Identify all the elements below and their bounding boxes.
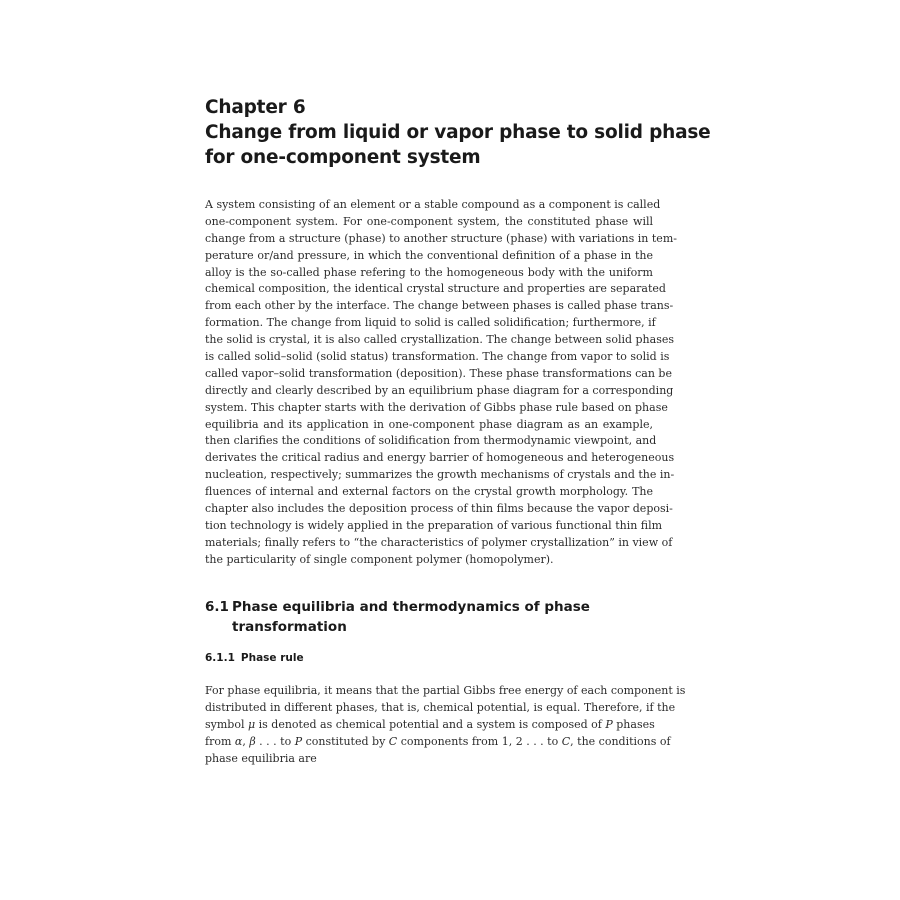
intro-line: formation. The change from liquid to solid is called solidification; furthermore, if: [205, 316, 656, 330]
intro-line: then clarifies the conditions of solidification from thermodynamic viewpoint, and: [205, 434, 657, 448]
chapter-title-line-2: for one-component system: [205, 147, 481, 168]
section-title-line-1: Phase equilibria and thermodynamics of phase: [232, 599, 590, 615]
intro-line: one-component system. For one-component system, the constituted phase will: [205, 214, 653, 228]
phase-rule-line: distributed in different phases, that is, chemical potential, is equal. Therefore, if the: [205, 700, 676, 714]
intro-line: fluences of internal and external factors on the crystal growth morphology. The: [205, 485, 653, 499]
intro-line: change from a structure (phase) to another structure (phase) with variations in tem-: [205, 231, 677, 245]
phase-rule-line: [205, 717, 653, 734]
book-page: [205, 0, 711, 900]
phase-rule-line: For phase equilibria, it means that the partial Gibbs free energy of each component is: [205, 684, 686, 697]
subsection-title: Phase rule: [240, 652, 304, 664]
intro-line: chapter also includes the deposition process of thin films because the vapor deposi-: [205, 502, 673, 516]
symbol-P: P: [294, 734, 303, 748]
chapter-heading: [205, 95, 711, 170]
intro-paragraph: [205, 197, 677, 569]
intro-line: system. This chapter starts with the derivation of Gibbs phase rule based on phase: [205, 400, 668, 414]
text-fragment: constituted by: [302, 734, 389, 748]
symbol-alpha: α: [234, 734, 243, 748]
intro-line: materials; finally refers to “the characteristics of polymer crystallization” in view of: [205, 535, 673, 549]
intro-line: the particularity of single component polymer (homopolymer).: [205, 552, 554, 566]
intro-line: nucleation, respectively; summarizes the growth mechanisms of crystals and the in-: [205, 468, 675, 482]
text-fragment: phases: [612, 717, 655, 731]
symbol-beta: β: [249, 734, 256, 748]
chapter-label: Chapter 6: [205, 97, 306, 118]
section-heading: [205, 597, 665, 637]
intro-line: A system consisting of an element or a stable compound as a component is called: [205, 198, 661, 211]
symbol-C: C: [388, 734, 398, 748]
text-fragment: components from 1, 2 . . . to: [397, 734, 562, 748]
intro-line: directly and clearly described by an equilibrium phase diagram for a corresponding: [205, 383, 674, 397]
subsection-number: 6.1.1: [205, 652, 235, 664]
section-title-line-2: transformation: [232, 619, 347, 635]
phase-rule-line: phase equilibria are: [205, 751, 317, 765]
intro-line: called vapor–solid transformation (deposition). These phase transformations can be: [205, 366, 672, 380]
text-fragment: . . . to: [255, 734, 295, 748]
intro-line: tion technology is widely applied in the preparation of various functional thin film: [205, 518, 663, 532]
text-fragment: is denoted as chemical potential and a system is composed of: [255, 717, 606, 731]
symbol-P: P: [605, 717, 613, 731]
phase-rule-paragraph: [205, 683, 686, 767]
intro-line: derivates the critical radius and energy barrier of homogeneous and heterogeneous: [205, 451, 675, 465]
subsection-heading: [205, 651, 304, 665]
symbol-C: C: [561, 734, 571, 748]
intro-line: perature or/and pressure, in which the conventional definition of a phase in the: [205, 248, 653, 262]
intro-line: equilibria and its application in one-component phase diagram as an example,: [205, 417, 653, 431]
text-fragment: , the conditions of: [570, 734, 671, 748]
chapter-title-line-1: Change from liquid or vapor phase to solid phase: [205, 122, 711, 143]
section-title: [232, 597, 632, 637]
intro-line: is called solid–solid (solid status) transformation. The change from vapor to solid is: [205, 350, 670, 364]
phase-rule-line: [205, 734, 671, 751]
symbol-mu: μ: [247, 717, 256, 731]
text-fragment: from: [205, 734, 235, 748]
intro-line: from each other by the interface. The change between phases is called phase trans-: [205, 299, 674, 313]
text-fragment: ,: [242, 734, 250, 748]
intro-line: chemical composition, the identical crystal structure and properties are separated: [205, 282, 666, 296]
intro-line: alloy is the so-called phase refering to the homogeneous body with the uniform: [205, 265, 653, 279]
section-number: 6.1: [205, 599, 229, 615]
intro-line: the solid is crystal, it is also called crystallization. The change between solid phases: [205, 333, 674, 347]
text-fragment: symbol: [205, 717, 248, 731]
